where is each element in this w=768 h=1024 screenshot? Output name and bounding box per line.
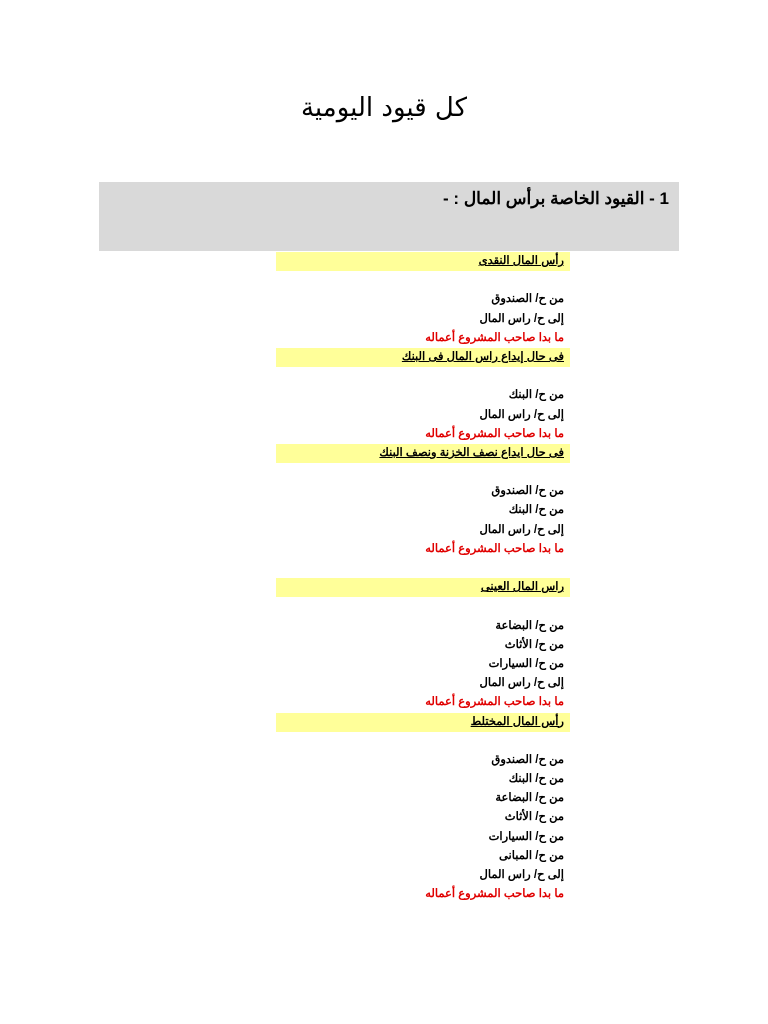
entry-line: من ح/ الصندوق: [491, 753, 564, 766]
blank-row: [276, 732, 570, 751]
entry-group-heading: [276, 578, 570, 597]
entry-line: من ح/ البنك: [508, 504, 564, 517]
entry-line: إلى ح/ راس المال: [479, 312, 564, 325]
entry-group-heading-text: رأس المال النقدى: [478, 255, 564, 267]
entry-line: من ح/ البنك: [508, 389, 564, 402]
entry-narration: ما بدا صاحب المشروع أعماله: [425, 331, 564, 344]
entry-narration: ما بدا صاحب المشروع أعماله: [425, 427, 564, 440]
entry-narration: ما بدا صاحب المشروع أعماله: [425, 542, 564, 555]
entry-line: من ح/ البضاعة: [495, 619, 564, 632]
entry-line: إلى ح/ راس المال: [479, 869, 564, 881]
section-heading: 1 - القيود الخاصة برأس المال : -: [443, 189, 669, 208]
entry-line: من ح/ السيارات: [488, 830, 564, 843]
entry-narration: ما بدا صاحب المشروع أعماله: [425, 888, 564, 901]
entry-line: من ح/ المبانى: [498, 849, 564, 862]
entry-line: من ح/ الصندوق: [491, 485, 564, 498]
entry-group-heading-text: فى حال إيداع راس المال فى البنك: [401, 350, 564, 363]
entry-narration: ما بدا صاحب المشروع أعماله: [425, 696, 564, 709]
entry-group-heading: [276, 713, 570, 732]
entry-group-heading-text: رأس المال المختلط: [470, 715, 564, 728]
blank-row: [276, 271, 570, 290]
blank-row: [276, 367, 570, 386]
blank-row: [276, 463, 570, 482]
entry-line: إلى ح/ راس المال: [479, 677, 564, 690]
entry-line: من ح/ الأثاث: [504, 811, 564, 824]
entry-line: من ح/ الصندوق: [491, 293, 564, 306]
entry-line: من ح/ البضاعة: [495, 792, 564, 805]
entry-line: إلى ح/ راس المال: [479, 523, 564, 536]
entry-line: من ح/ الأثاث: [504, 638, 564, 651]
journal-entries-list: [276, 252, 570, 904]
entry-group-heading-text: فى حال ايداع نصف الخزنة ونصف البنك: [379, 446, 564, 459]
entry-line: من ح/ البنك: [508, 773, 564, 786]
blank-row: [276, 597, 570, 616]
entry-group-heading: [276, 252, 570, 271]
page-title: كل قيود اليومية: [300, 93, 468, 123]
entry-line: إلى ح/ راس المال: [479, 408, 564, 421]
entry-group-heading-text: راس المال العينى: [480, 581, 564, 594]
entry-group-heading: [276, 444, 570, 463]
entry-group-heading: [276, 348, 570, 367]
blank-row: [276, 559, 570, 578]
entry-line: من ح/ السيارات: [488, 657, 564, 670]
section-header-band: [99, 182, 679, 251]
